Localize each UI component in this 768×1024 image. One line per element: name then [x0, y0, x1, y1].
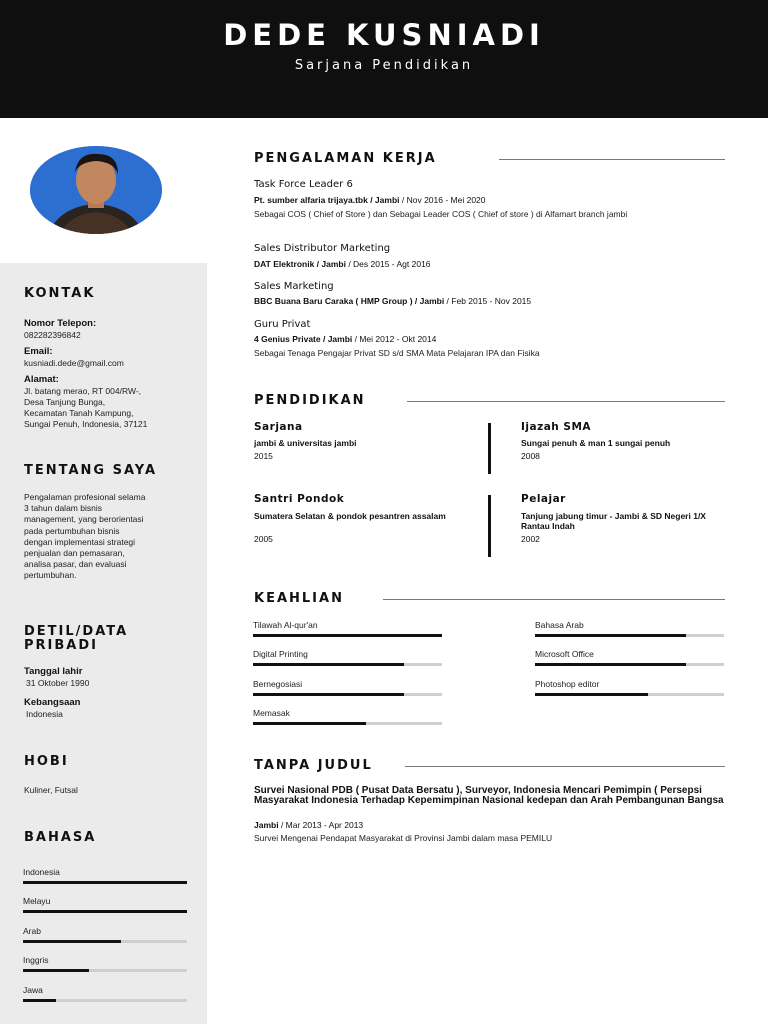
language-item	[23, 867, 187, 884]
language-item	[23, 896, 187, 913]
project-meta	[254, 820, 363, 830]
skill-bar	[535, 693, 724, 696]
tentang-line: penjualan dan pemasaran,	[24, 548, 125, 559]
job-title: Sales Marketing	[254, 281, 334, 292]
address-line: Jl. batang merao, RT 004/RW-,	[24, 386, 142, 396]
language-item	[23, 926, 187, 943]
edu-school: Sungai penuh & man 1 sungai penuh	[521, 438, 671, 448]
language-bar-fill	[23, 910, 187, 913]
profile-photo	[30, 146, 162, 234]
skill-label: Bahasa Arab	[535, 620, 584, 630]
candidate-name: DEDE KUSNIADI	[223, 18, 545, 52]
language-label: Jawa	[23, 985, 43, 995]
job-company: BBC Buana Baru Caraka ( HMP Group ) / Jambi	[254, 296, 445, 306]
edu-year: 2002	[521, 534, 540, 544]
skill-bar-fill	[253, 663, 404, 666]
skill-bar-fill	[253, 634, 442, 637]
tanpa-judul-heading: TANPA JUDUL	[254, 758, 373, 773]
language-bar	[23, 910, 187, 913]
edu-school: Sumatera Selatan & pondok pesantren assalam	[254, 511, 446, 521]
email-value: kusniadi.dede@gmail.com	[24, 358, 124, 368]
job-period: / Des 2015 - Agt 2016	[345, 259, 431, 269]
job-period: / Feb 2015 - Nov 2015	[444, 296, 532, 306]
tentang-line: pertumbuhan.	[24, 570, 77, 581]
section-divider	[407, 401, 725, 402]
language-label: Indonesia	[23, 867, 60, 877]
edu-year: 2008	[521, 451, 540, 461]
kontak-heading: KONTAK	[24, 286, 96, 301]
project-period: / Mar 2013 - Apr 2013	[278, 820, 364, 830]
language-bar-fill	[23, 969, 89, 972]
tentang-line: management, yang berorientasi	[24, 514, 144, 525]
email-label: Email:	[24, 346, 53, 357]
address-label: Alamat:	[24, 374, 59, 385]
skill-bar	[253, 693, 442, 696]
tentang-line: 3 tahun dalam bisnis	[24, 503, 102, 514]
skill-label: Photoshop editor	[535, 679, 600, 689]
skill-label: Tilawah Al-qur'an	[253, 620, 318, 630]
tentang-heading: TENTANG SAYA	[24, 463, 158, 478]
skill-bar	[535, 634, 724, 637]
skill-bar	[253, 722, 442, 725]
nationality-value: Indonesia	[26, 709, 63, 719]
job-meta	[254, 296, 531, 306]
language-bar	[23, 881, 187, 884]
skill-bar-fill	[535, 663, 686, 666]
skill-bar	[253, 663, 442, 666]
phone-label: Nomor Telepon:	[24, 318, 97, 329]
project-location: Jambi	[254, 820, 279, 830]
address-value	[24, 386, 147, 430]
skill-item	[535, 649, 724, 666]
bahasa-heading: BAHASA	[24, 830, 97, 845]
edu-year: 2005	[254, 534, 273, 544]
skill-item	[253, 708, 442, 725]
job-meta	[254, 195, 486, 205]
job-description: Sebagai Tenaga Pengajar Privat SD s/d SMA Mata Pelajaran IPA dan Fisika	[254, 348, 540, 358]
candidate-subtitle: Sarjana Pendidikan	[294, 58, 474, 73]
job-period: / Nov 2016 - Mei 2020	[399, 195, 486, 205]
edu-school: Tanjung jabung timur - Jambi & SD Negeri 1/X Rantau Indah	[521, 511, 706, 531]
address-line: Desa Tanjung Bunga,	[24, 397, 106, 407]
language-bar-fill	[23, 999, 56, 1002]
section-divider	[383, 599, 725, 600]
skill-label: Digital Printing	[253, 649, 308, 659]
phone-value: 082282396842	[24, 330, 81, 340]
pengalaman-heading: PENGALAMAN KERJA	[254, 151, 437, 166]
skill-bar	[535, 663, 724, 666]
job-company: 4 Genius Private / Jambi	[254, 334, 353, 344]
language-bar	[23, 969, 187, 972]
edu-degree: Santri Pondok	[254, 493, 345, 505]
project-description: Survei Mengenai Pendapat Masyarakat di Provinsi Jambi dalam masa PEMILU	[254, 833, 553, 843]
job-title: Sales Distributor Marketing	[254, 243, 391, 254]
address-line: Sungai Penuh, Indonesia, 37121	[24, 419, 148, 429]
language-label: Melayu	[23, 896, 51, 906]
hobi-heading: HOBI	[24, 754, 69, 769]
dob-label: Tanggal lahir	[24, 666, 83, 677]
language-bar	[23, 940, 187, 943]
language-item	[23, 955, 187, 972]
skill-item	[535, 679, 724, 696]
skill-bar-fill	[535, 634, 686, 637]
pendidikan-heading: PENDIDIKAN	[254, 393, 366, 408]
job-company: DAT Elektronik / Jambi	[254, 259, 346, 269]
skill-item	[253, 620, 442, 637]
edu-divider	[488, 423, 491, 474]
job-period: / Mei 2012 - Okt 2014	[352, 334, 437, 344]
tentang-text	[24, 492, 145, 582]
edu-school: jambi & universitas jambi	[254, 438, 357, 448]
language-label: Inggris	[23, 955, 49, 965]
dob-value: 31 Oktober 1990	[26, 678, 90, 688]
keahlian-heading: KEAHLIAN	[254, 591, 344, 606]
project-title: Survei Nasional PDB ( Pusat Data Bersatu ), Surveyor, Indonesia Mencari Pemimpin ( Persepsi Masyarakat Indonesia Terhadap Kepemimpinan Nasional kedepan dan Arah Pembangunan Bangsa	[254, 785, 724, 806]
detil-heading-line: DETIL/DATA	[24, 624, 129, 639]
tentang-line: analisa pasar, dan evaluasi	[24, 559, 127, 570]
job-title: Guru Privat	[254, 319, 311, 330]
header-banner	[0, 0, 768, 118]
language-item	[23, 985, 187, 1002]
job-title: Task Force Leader 6	[254, 179, 353, 190]
skill-bar-fill	[253, 722, 366, 725]
job-company: Pt. sumber alfaria trijaya.tbk / Jambi	[254, 195, 400, 205]
skill-label: Bernegosiasi	[253, 679, 303, 689]
person-portrait-icon	[30, 146, 162, 234]
edu-degree: Ijazah SMA	[521, 421, 592, 433]
edu-degree: Sarjana	[254, 421, 303, 433]
skill-item	[253, 679, 442, 696]
edu-degree: Pelajar	[521, 493, 566, 505]
language-bar-fill	[23, 940, 121, 943]
skill-item	[253, 649, 442, 666]
section-divider	[499, 159, 725, 160]
tentang-line: pada pertumbuhan bisnis	[24, 525, 120, 536]
detil-heading	[24, 625, 128, 653]
skill-label: Microsoft Office	[535, 649, 594, 659]
language-label: Arab	[23, 926, 41, 936]
language-bar-fill	[23, 881, 187, 884]
edu-divider	[488, 495, 491, 557]
skill-label: Memasak	[253, 708, 290, 718]
detil-heading-line: PRIBADI	[24, 638, 98, 653]
tentang-line: dengan implementasi strategi	[24, 536, 136, 547]
nationality-label: Kebangsaan	[24, 697, 81, 708]
job-description: Sebagai COS ( Chief of Store ) dan Sebagai Leader COS ( Chief of store ) di Alfamart branch jambi	[254, 209, 628, 219]
skill-item	[535, 620, 724, 637]
address-line: Kecamatan Tanah Kampung,	[24, 408, 134, 418]
skill-bar-fill	[253, 693, 404, 696]
skill-bar	[253, 634, 442, 637]
skill-bar-fill	[535, 693, 648, 696]
job-meta	[254, 259, 431, 269]
job-meta	[254, 334, 436, 344]
section-divider	[405, 766, 725, 767]
edu-year: 2015	[254, 451, 273, 461]
language-bar	[23, 999, 187, 1002]
hobi-value: Kuliner, Futsal	[24, 785, 78, 795]
tentang-line: Pengalaman profesional selama	[24, 492, 146, 502]
